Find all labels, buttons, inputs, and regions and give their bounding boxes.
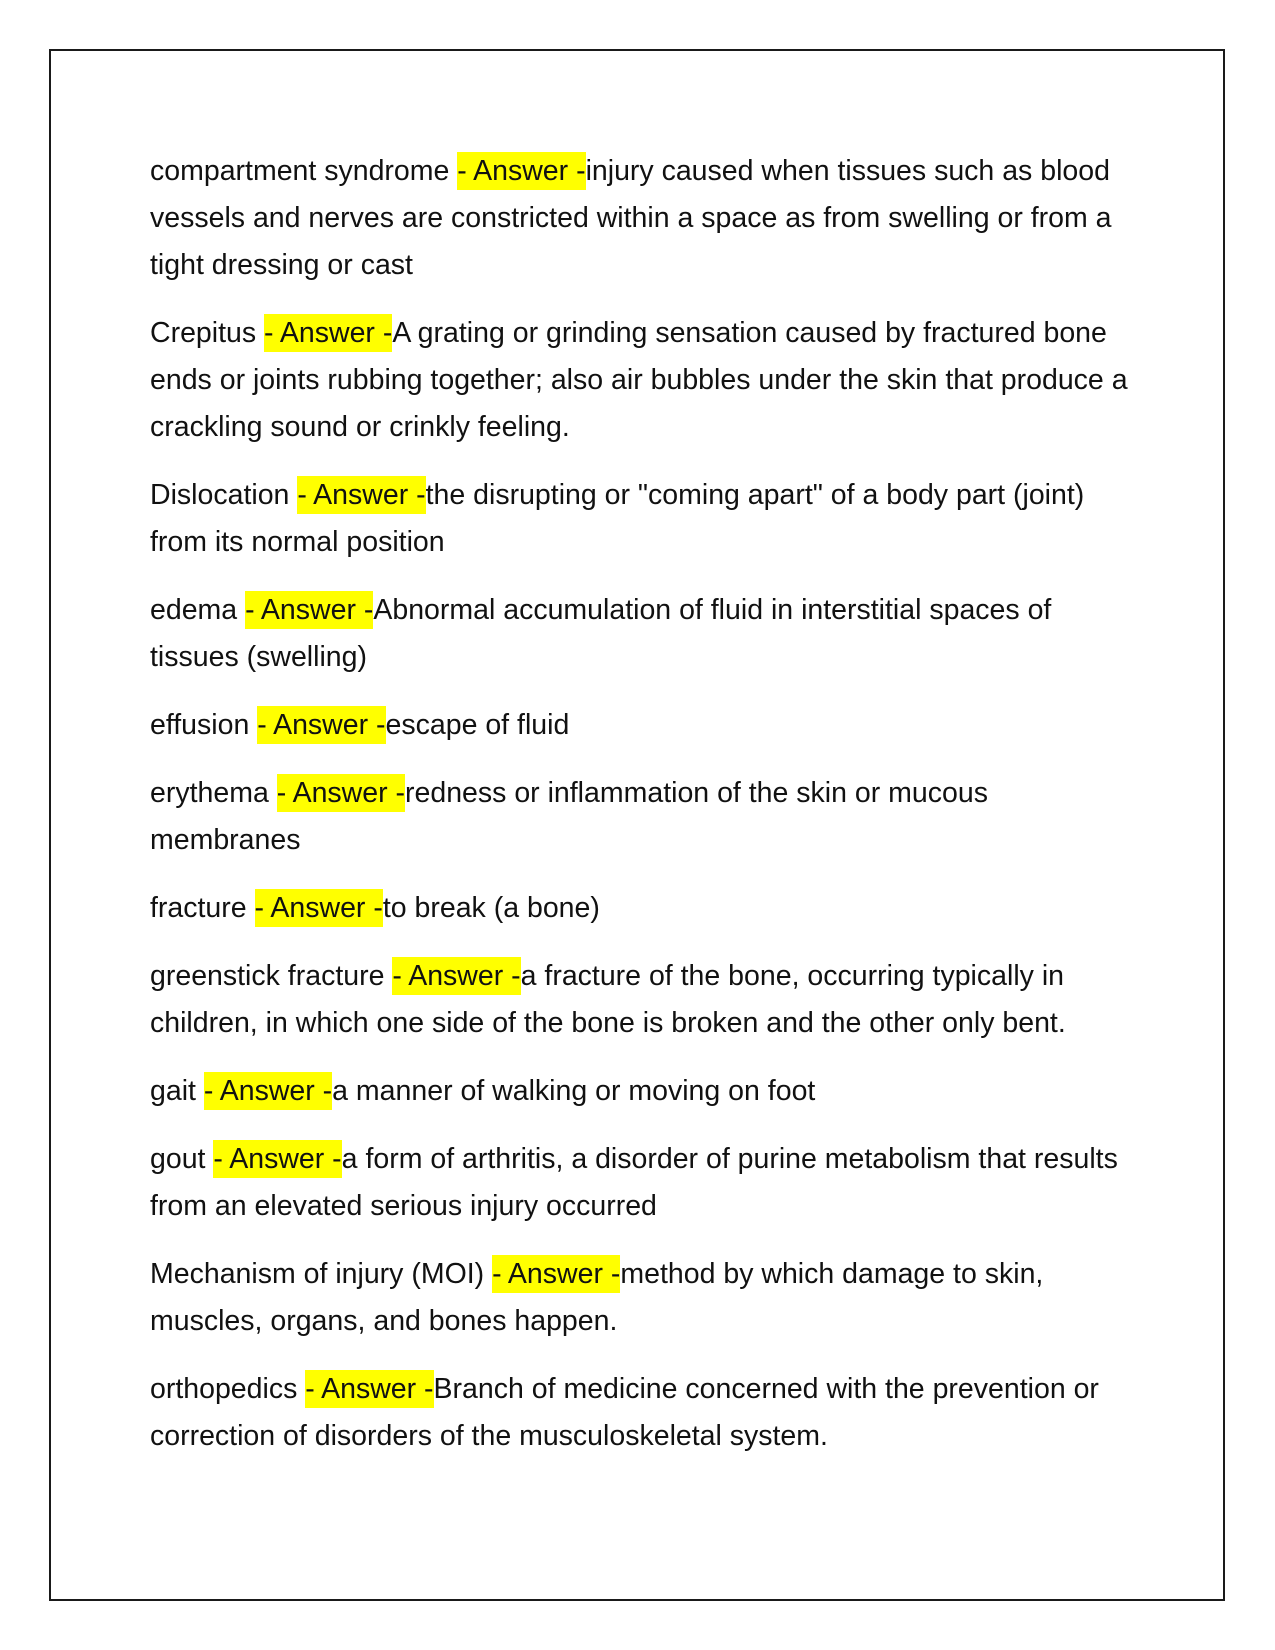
entry-definition: a form of arthritis, a disorder of purine metabolism that results from an elevated serious injury occurred bbox=[150, 1143, 1118, 1222]
entry-term: effusion bbox=[150, 709, 258, 741]
entry-definition: to break (a bone) bbox=[382, 892, 600, 924]
entry-term: Crepitus bbox=[150, 317, 265, 349]
glossary-entry bbox=[150, 1366, 1140, 1460]
glossary-entry bbox=[150, 310, 1140, 451]
glossary-content bbox=[150, 148, 1140, 1481]
glossary-entry bbox=[150, 587, 1140, 681]
entry-term: greenstick fracture bbox=[150, 960, 393, 992]
entry-definition: method by which damage to skin, muscles, organs, and bones happen. bbox=[150, 1258, 1044, 1337]
entry-definition: Branch of medicine concerned with the prevention or correction of disorders of the musculoskeletal system. bbox=[150, 1373, 1099, 1452]
answer-highlight: - Answer - bbox=[204, 1072, 332, 1110]
answer-highlight: - Answer - bbox=[264, 314, 392, 352]
glossary-entry bbox=[150, 953, 1140, 1047]
entry-term: orthopedics bbox=[150, 1373, 306, 1405]
entry-term: Mechanism of injury (MOI) bbox=[150, 1258, 493, 1290]
entry-term: edema bbox=[150, 594, 246, 626]
entry-definition: Abnormal accumulation of fluid in interstitial spaces of tissues (swelling) bbox=[150, 594, 1052, 673]
entry-term: gait bbox=[150, 1075, 204, 1107]
entry-definition: escape of fluid bbox=[385, 709, 570, 741]
answer-highlight: - Answer - bbox=[213, 1140, 341, 1178]
entry-definition: A grating or grinding sensation caused by fractured bone ends or joints rubbing together; also air bubbles under the skin that produce a crackling sound or crinkly feeling. bbox=[150, 317, 1128, 443]
entry-term: Dislocation bbox=[150, 479, 298, 511]
glossary-entry bbox=[150, 148, 1140, 289]
answer-highlight: - Answer - bbox=[257, 706, 385, 744]
entry-term: gout bbox=[150, 1143, 214, 1175]
entry-term: fracture bbox=[150, 892, 255, 924]
answer-highlight: - Answer - bbox=[245, 591, 373, 629]
entry-definition: injury caused when tissues such as blood vessels and nerves are constricted within a space as from swelling or from a tight dressing or cast bbox=[150, 155, 1112, 281]
answer-highlight: - Answer - bbox=[492, 1255, 620, 1293]
entry-definition: a fracture of the bone, occurring typically in children, in which one side of the bone is broken and the other only bent. bbox=[150, 960, 1066, 1039]
answer-highlight: - Answer - bbox=[392, 957, 520, 995]
answer-highlight: - Answer - bbox=[255, 889, 383, 927]
glossary-entry bbox=[150, 885, 1140, 932]
entry-term: compartment syndrome bbox=[150, 155, 458, 187]
answer-highlight: - Answer - bbox=[457, 152, 585, 190]
glossary-entry bbox=[150, 1068, 1140, 1115]
answer-highlight: - Answer - bbox=[277, 774, 405, 812]
entry-definition: the disrupting or "coming apart" of a body part (joint) from its normal position bbox=[150, 479, 1085, 558]
glossary-entry bbox=[150, 1251, 1140, 1345]
glossary-entry bbox=[150, 770, 1140, 864]
entry-definition: redness or inflammation of the skin or mucous membranes bbox=[150, 777, 988, 856]
glossary-entry bbox=[150, 702, 1140, 749]
glossary-entry bbox=[150, 1136, 1140, 1230]
glossary-entry bbox=[150, 472, 1140, 566]
entry-term: erythema bbox=[150, 777, 277, 809]
answer-highlight: - Answer - bbox=[305, 1370, 433, 1408]
answer-highlight: - Answer - bbox=[297, 476, 425, 514]
entry-definition: a manner of walking or moving on foot bbox=[332, 1075, 816, 1107]
